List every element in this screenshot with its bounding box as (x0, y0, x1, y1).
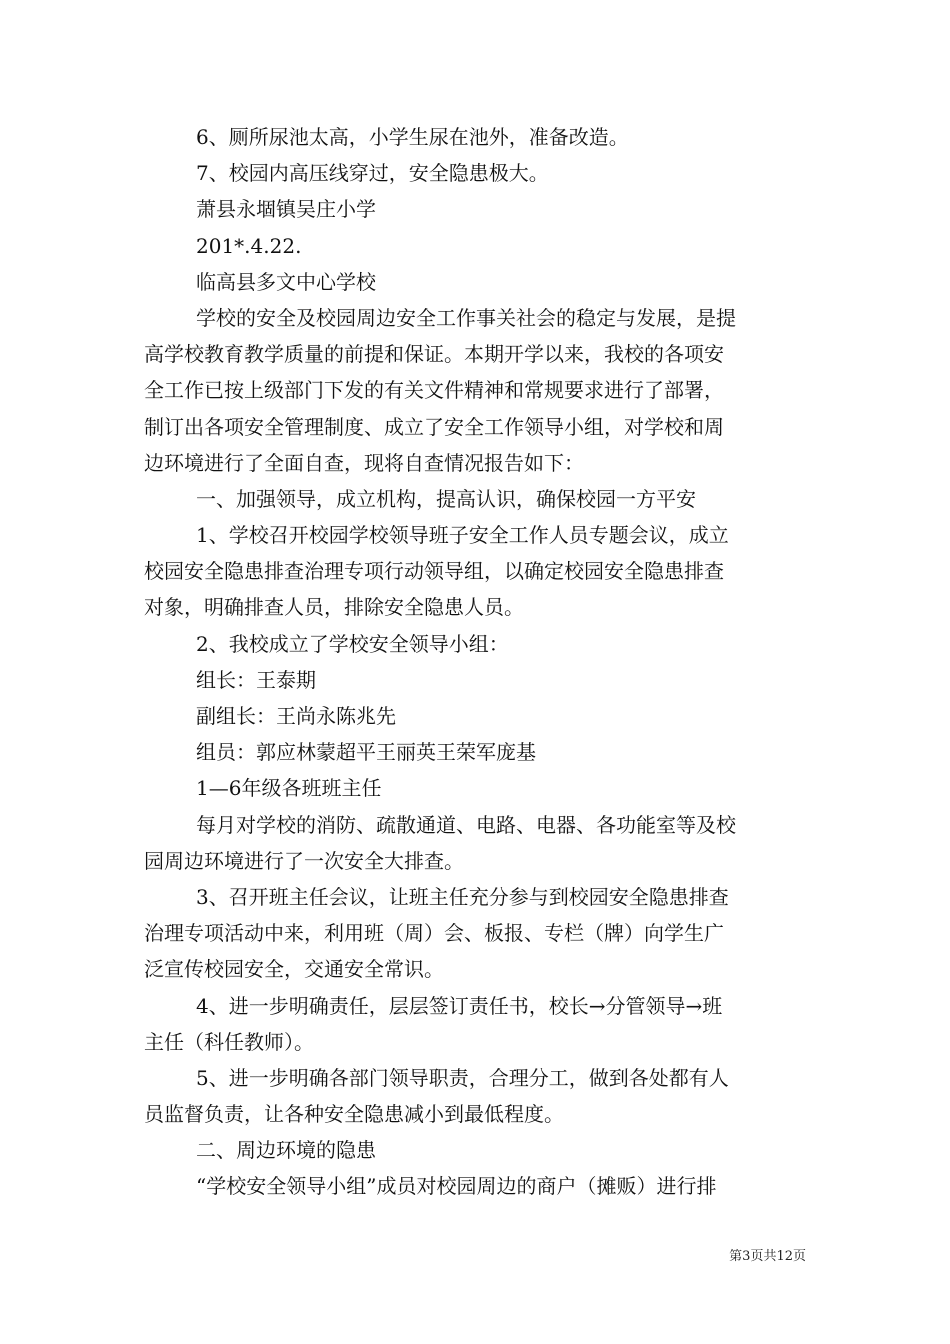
text-line: 一、加强领导，成立机构，提高认识，确保校园一方平安 (196, 486, 696, 511)
text-line: 4、进一步明确责任，层层签订责任书，校长→分管领导→班 (196, 993, 723, 1018)
text-line: 1、学校召开校园学校领导班子安全工作人员专题会议，成立 (196, 523, 729, 548)
text-line: 201*.4.22. (196, 233, 302, 258)
text-line: 6、厕所尿池太高，小学生尿在池外，准备改造。 (196, 125, 629, 149)
text-line: 7、校园内高压线穿过，安全隐患极大。 (196, 161, 549, 186)
document-body (144, 119, 808, 1205)
text-line: 每月对学校的消防、疏散通道、电路、电器、各功能室等及校 (196, 812, 736, 837)
text-line: 主任（科任教师）。 (144, 1029, 314, 1054)
text-line: 组长：王泰期 (196, 667, 316, 692)
text-line: 泛宣传校园安全，交通安全常识。 (144, 957, 444, 982)
text-line: 园周边环境进行了一次安全大排查。 (144, 848, 464, 873)
text-line: 副组长：王尚永陈兆先 (196, 704, 396, 728)
text-line: 员监督负责，让各种安全隐患减小到最低程度。 (144, 1102, 564, 1127)
text-line: “学校安全领导小组”成员对校园周边的商户（摊贩）进行排 (196, 1174, 717, 1199)
text-line: 全工作已按上级部门下发的有关文件精神和常规要求进行了部署， (144, 378, 724, 403)
text-line: 临高县多文中心学校 (196, 269, 376, 294)
text-line: 学校的安全及校园周边安全工作事关社会的稳定与发展，是提 (196, 305, 736, 330)
text-line: 边环境进行了全面自查，现将自查情况报告如下： (144, 450, 584, 475)
text-line: 校园安全隐患排查治理专项行动领导组，以确定校园安全隐患排查 (144, 559, 724, 584)
text-line: 5、进一步明确各部门领导职责，合理分工，做到各处都有人 (196, 1065, 729, 1090)
page-number: 第3页共12页 (729, 1249, 806, 1264)
text-line: 对象，明确排查人员，排除安全隐患人员。 (144, 595, 524, 620)
text-line: 制订出各项安全管理制度、成立了安全工作领导小组，对学校和周 (144, 414, 724, 439)
text-line: 高学校教育教学质量的前提和保证。本期开学以来，我校的各项安 (144, 342, 724, 367)
text-line: 1—6年级各班班主任 (196, 776, 382, 801)
text-line: 治理专项活动中来，利用班（周）会、板报、专栏（牌）向学生广 (144, 921, 724, 946)
text-line: 2、我校成立了学校安全领导小组： (196, 631, 509, 656)
text-line: 组员：郭应林蒙超平王丽英王荣军庞基 (196, 740, 536, 765)
text-line: 3、召开班主任会议，让班主任充分参与到校园安全隐患排查 (196, 884, 729, 909)
text-line: 萧县永堌镇吴庄小学 (196, 197, 376, 222)
text-line: 二、周边环境的隐患 (196, 1138, 376, 1163)
